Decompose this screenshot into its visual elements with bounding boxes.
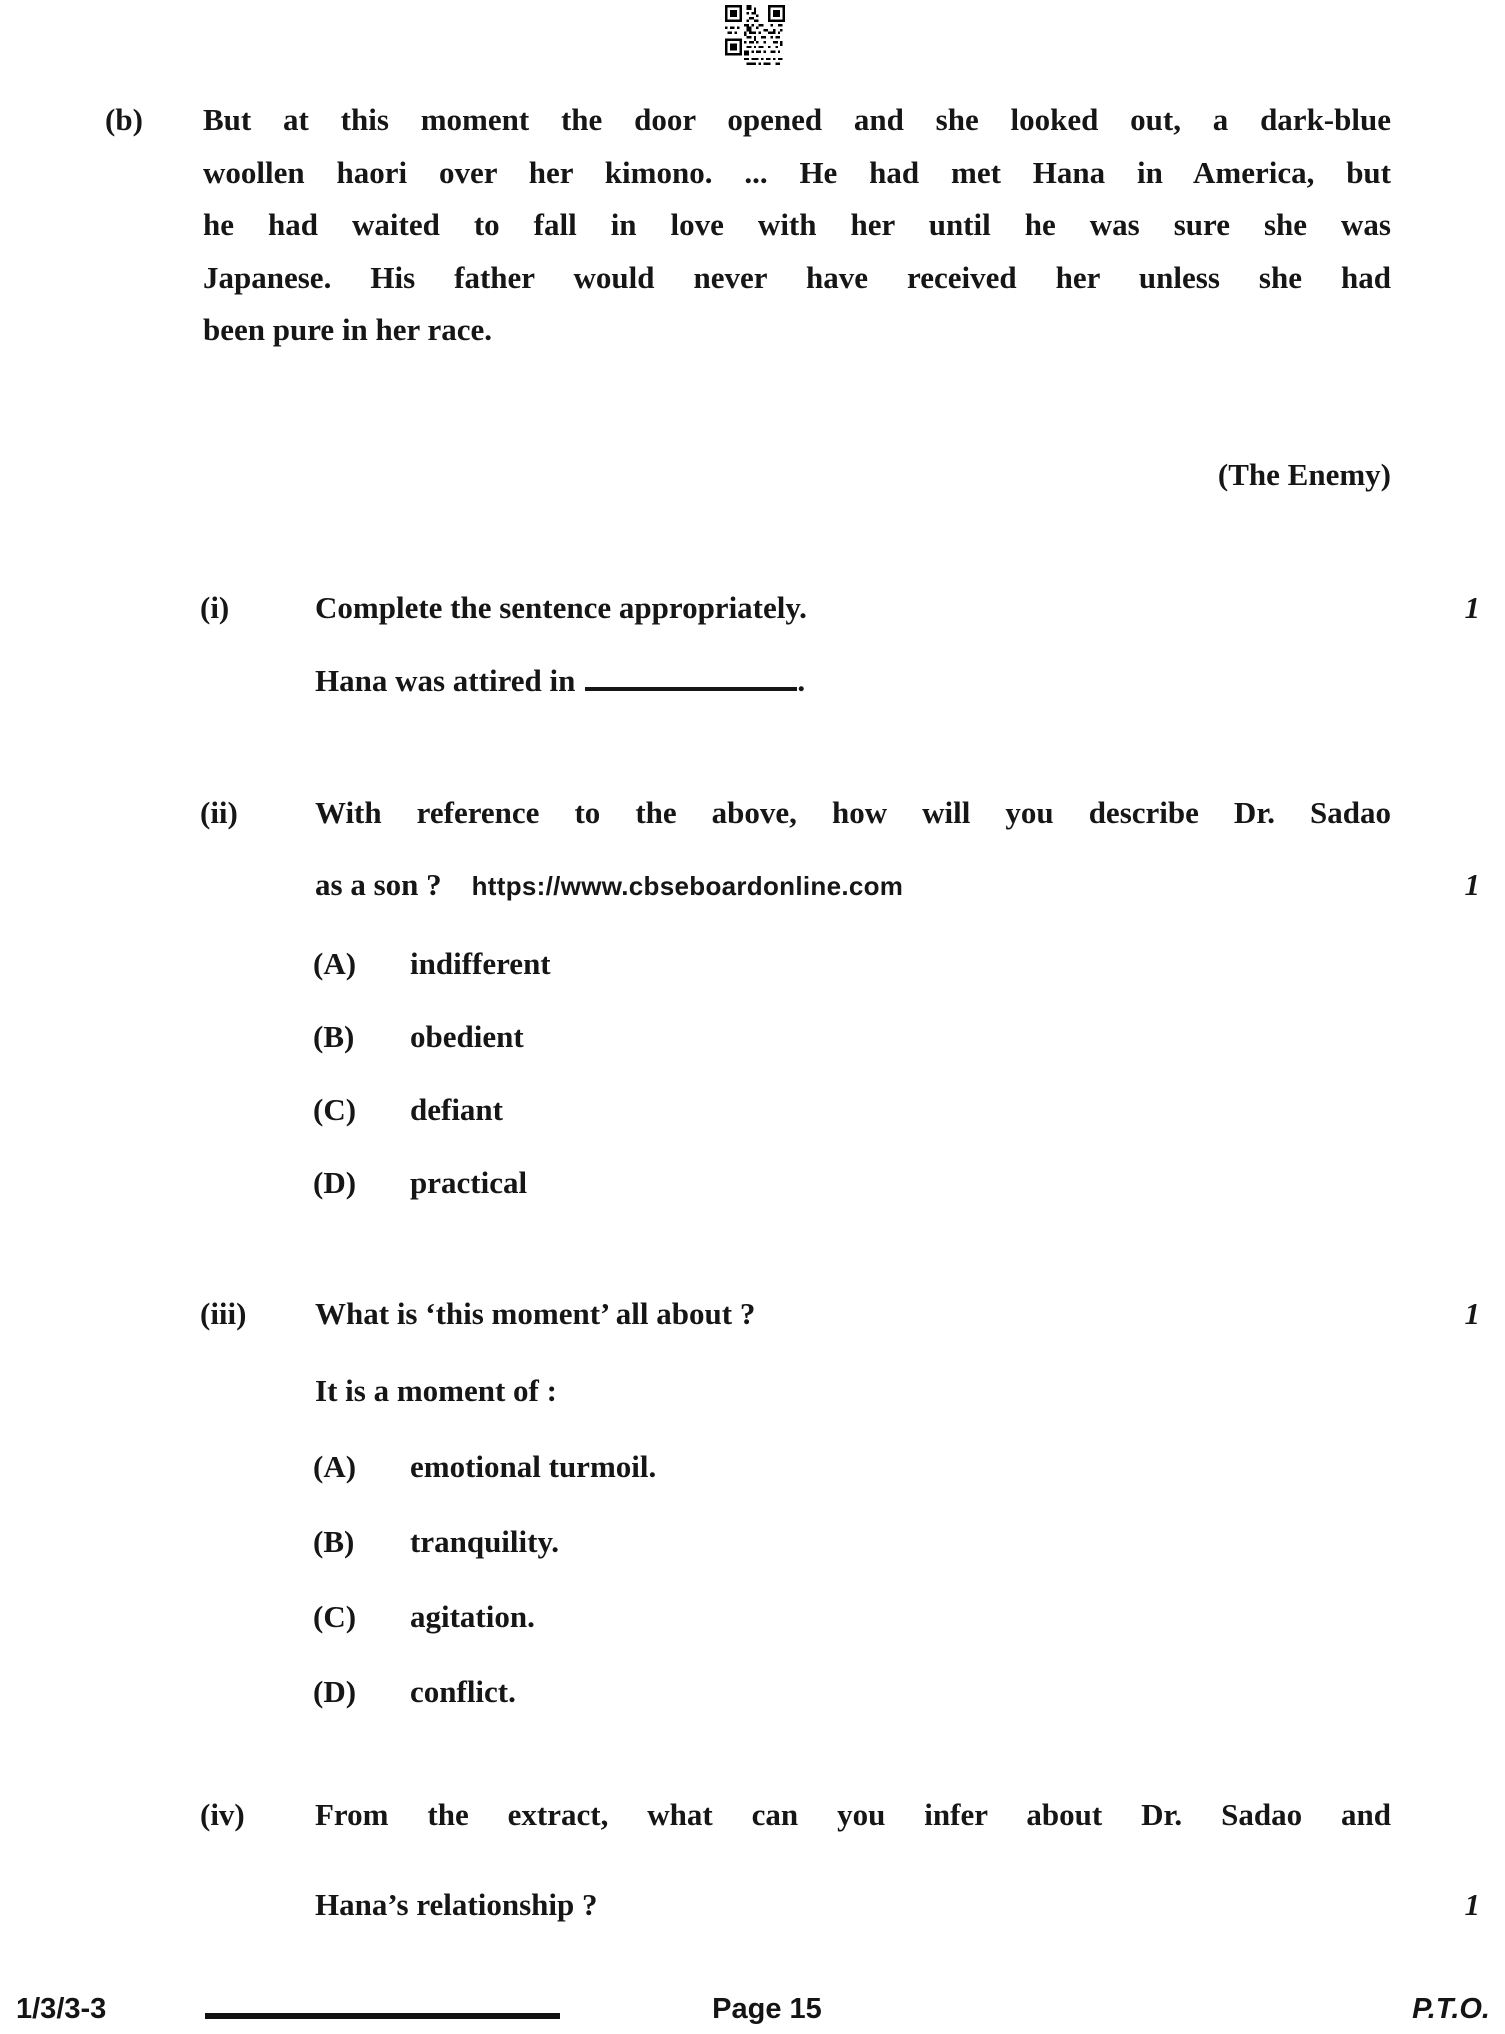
option-row — [313, 1014, 524, 1059]
qr-code-graphic — [724, 5, 786, 65]
option-label: (B) — [313, 1524, 355, 1559]
option-row — [313, 1519, 559, 1564]
option-text: emotional turmoil. — [410, 1449, 657, 1484]
question-i-marks: 1 — [1464, 590, 1480, 625]
question-i-text: Complete the sentence appropriately. — [315, 590, 807, 625]
qr-code — [724, 5, 786, 65]
question-i-completion — [315, 658, 805, 703]
question-i-number: (i) — [200, 590, 230, 625]
passage-line: woollen haori over her kimono. ... He had met Hana in America, but — [203, 154, 1391, 190]
option-text: practical — [410, 1165, 528, 1200]
paper-code: 1/3/3-3 — [16, 1993, 107, 2025]
completion-prefix: Hana was attired in — [315, 663, 576, 698]
option-label: (C) — [313, 1599, 357, 1634]
option-text: obedient — [410, 1019, 524, 1054]
option-row — [313, 1669, 516, 1714]
option-label: (A) — [313, 1449, 357, 1484]
pto-label: P.T.O. — [1412, 1993, 1490, 2025]
option-text: defiant — [410, 1092, 503, 1127]
passage-line: But at this moment the door opened and she looked out, a dark-blue — [203, 102, 1391, 137]
question-ii-text-line2 — [315, 862, 903, 909]
question-ii-number: (ii) — [200, 795, 238, 830]
option-row — [313, 1087, 503, 1132]
question-iv-number: (iv) — [200, 1797, 245, 1832]
footer-rule — [205, 2013, 560, 2019]
option-text: tranquility. — [410, 1524, 560, 1559]
passage-line: he had waited to fall in love with her until he was sure she was — [203, 207, 1391, 242]
option-label: (D) — [313, 1674, 357, 1709]
option-row — [313, 1160, 527, 1205]
option-label: (D) — [313, 1165, 357, 1200]
question-iv-marks: 1 — [1464, 1887, 1480, 1922]
passage-marker: (b) — [105, 102, 143, 137]
option-row — [313, 1444, 656, 1489]
question-iv-text-line1: From the extract, what can you infer about Dr. Sadao and — [315, 1797, 1391, 1832]
passage-line: Japanese. His father would never have received her unless she had — [203, 259, 1391, 295]
option-text: indifferent — [410, 946, 551, 981]
option-row — [313, 941, 551, 986]
page-number: Page 15 — [712, 1993, 822, 2025]
question-iii-number: (iii) — [200, 1296, 247, 1331]
passage-text — [203, 94, 1391, 357]
option-text: conflict. — [410, 1674, 516, 1709]
question-iii-marks: 1 — [1464, 1296, 1480, 1331]
option-row — [313, 1594, 535, 1639]
option-label: (C) — [313, 1092, 357, 1127]
question-ii-text-line1: With reference to the above, how will you describe Dr. Sadao — [315, 795, 1391, 830]
answer-blank — [585, 659, 797, 691]
question-iii-text: What is ‘this moment’ all about ? — [315, 1296, 756, 1331]
option-text: agitation. — [410, 1599, 535, 1634]
question-ii-marks: 1 — [1464, 867, 1480, 902]
question-ii-text-prefix: as a son ? — [315, 867, 442, 902]
option-label: (A) — [313, 946, 357, 981]
question-iv-text-line2: Hana’s relationship ? — [315, 1887, 598, 1922]
question-iii-stem: It is a moment of : — [315, 1373, 557, 1408]
option-label: (B) — [313, 1019, 355, 1054]
passage-attribution: (The Enemy) — [1217, 457, 1391, 492]
passage-line: been pure in her race. — [203, 312, 493, 347]
watermark-url: https://www.cbseboardonline.com — [471, 871, 904, 901]
completion-suffix: . — [797, 663, 806, 698]
